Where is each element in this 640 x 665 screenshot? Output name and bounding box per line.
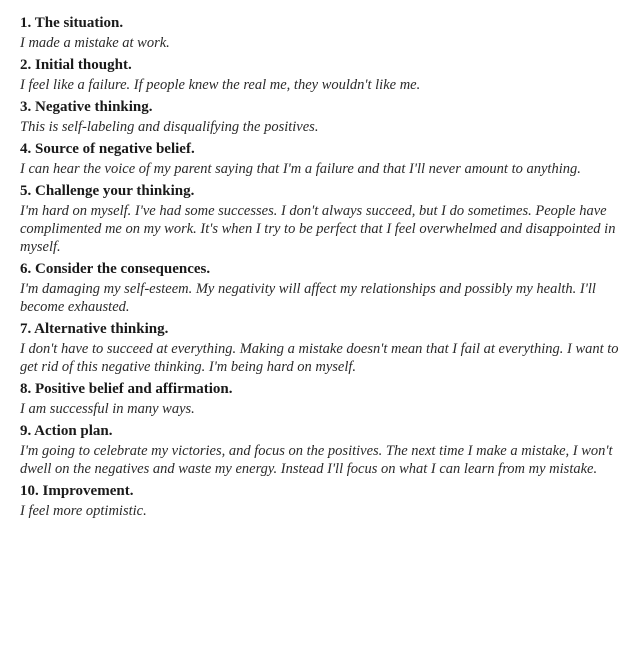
step-action-plan — [20, 422, 622, 478]
step-positive-belief — [20, 380, 622, 418]
step-challenge-thinking — [20, 182, 622, 256]
step-heading: 9. Action plan. — [20, 423, 113, 439]
step-heading: 5. Challenge your thinking. — [20, 183, 195, 199]
step-alternative-thinking — [20, 320, 622, 376]
step-body: I feel more optimistic. — [20, 503, 147, 519]
step-body: I'm hard on myself. I've had some successes. I don't always succeed, but I do sometimes. People have complimented me on my work. It's when I try to be perfect that I feel overwhelmed and disappointed in myself. — [20, 203, 616, 255]
step-heading: 1. The situation. — [20, 15, 124, 31]
step-heading: 7. Alternative thinking. — [20, 321, 169, 337]
step-body: I can hear the voice of my parent saying that I'm a failure and that I'll never amount to anything. — [20, 161, 581, 177]
step-heading: 2. Initial thought. — [20, 57, 132, 73]
step-heading: 6. Consider the consequences. — [20, 261, 211, 277]
step-heading: 3. Negative thinking. — [20, 99, 153, 115]
step-source-of-negative-belief — [20, 140, 622, 178]
step-initial-thought — [20, 56, 622, 94]
step-heading: 8. Positive belief and affirmation. — [20, 381, 233, 397]
step-improvement — [20, 482, 622, 520]
step-body: This is self-labeling and disqualifying the positives. — [20, 119, 319, 135]
step-heading: 4. Source of negative belief. — [20, 141, 195, 157]
step-body: I'm going to celebrate my victories, and focus on the positives. The next time I make a mistake, I won't dwell on the negatives and waste my energy. Instead I'll focus on what I can learn from my mistake. — [20, 443, 613, 477]
step-body: I don't have to succeed at everything. Making a mistake doesn't mean that I fail at everything. I want to get rid of this negative thinking. I'm being hard on myself. — [20, 341, 619, 375]
step-body: I'm damaging my self-esteem. My negativity will affect my relationships and possibly my health. I'll become exhausted. — [20, 281, 596, 315]
step-consider-consequences — [20, 260, 622, 316]
step-body: I am successful in many ways. — [20, 401, 195, 417]
step-heading: 10. Improvement. — [20, 483, 134, 499]
step-body: I feel like a failure. If people knew the real me, they wouldn't like me. — [20, 77, 421, 93]
step-situation — [20, 14, 622, 52]
step-body: I made a mistake at work. — [20, 35, 170, 51]
step-negative-thinking — [20, 98, 622, 136]
